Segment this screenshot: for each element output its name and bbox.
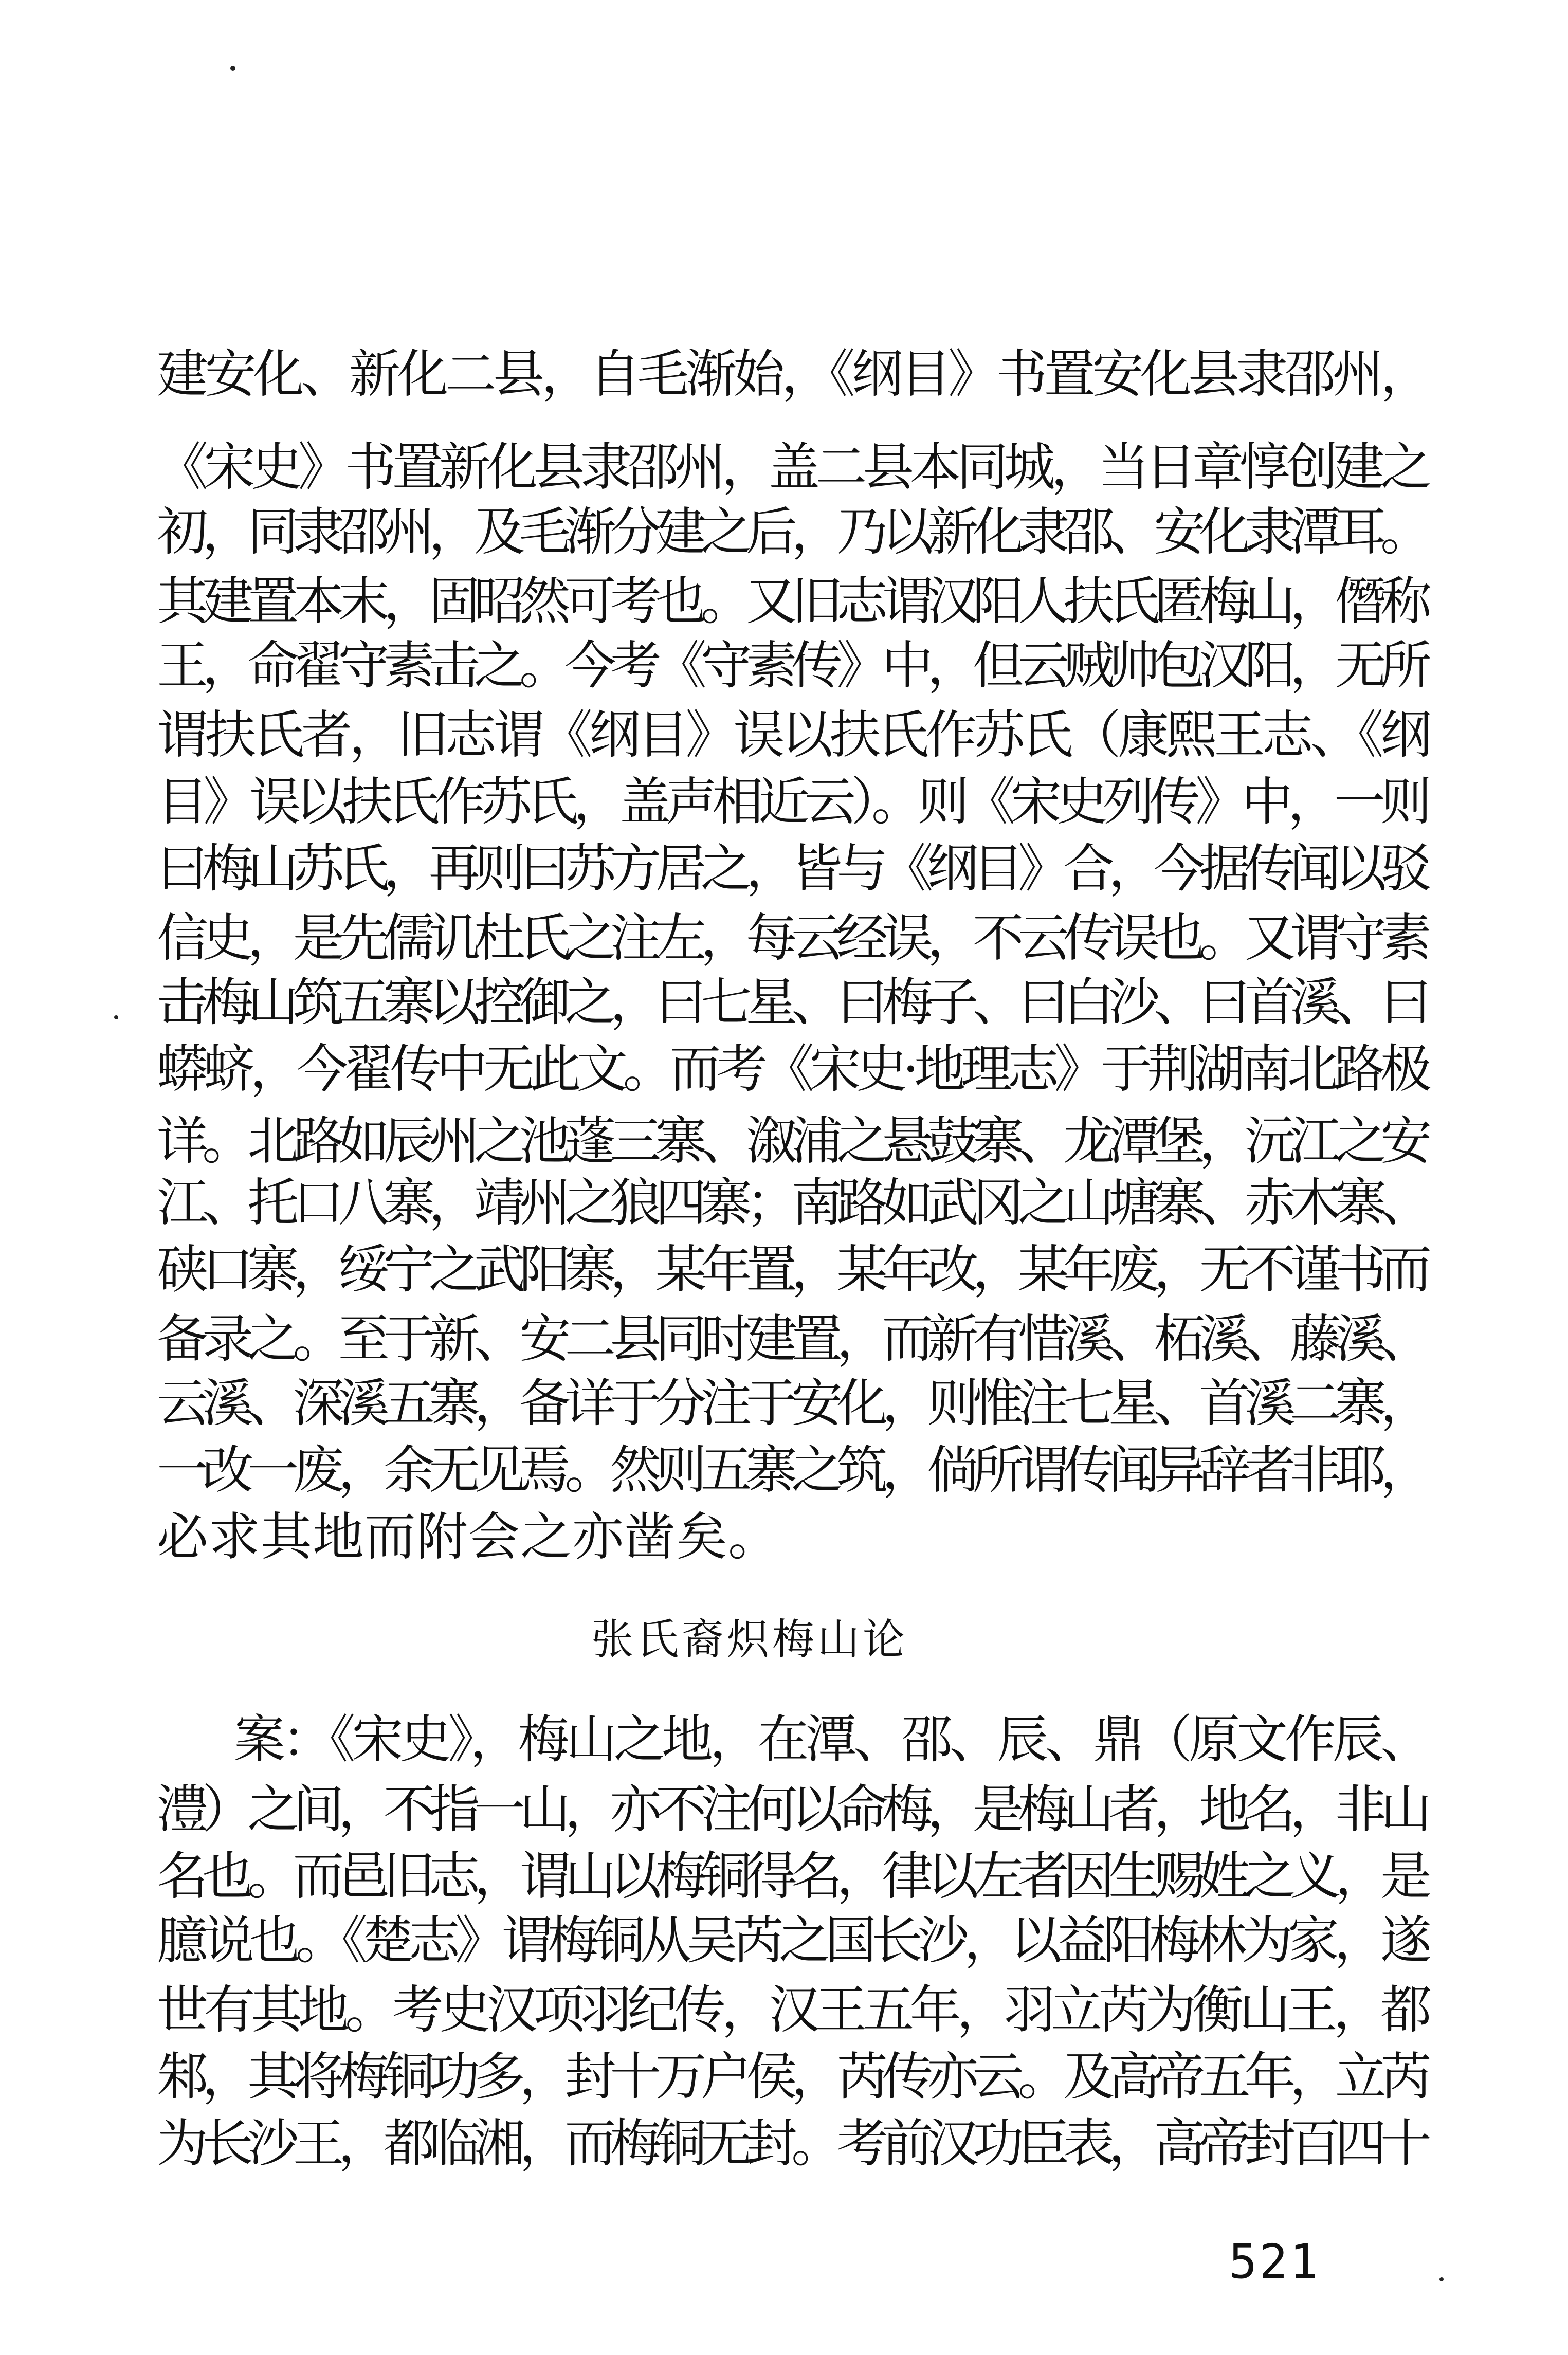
section-line-2: 澧）之间，不指一山，亦不注何以命梅，是梅山者，地名，非山: [157, 1779, 1426, 1839]
text-line-8: 曰梅山苏氏，再则曰苏方居之，皆与《纲目》合，今据传闻以驳: [157, 838, 1426, 899]
text-line-12: 详。北路如辰州之池蓬三寨、溆浦之悬鼓寨、龙潭堡，沅江之安: [157, 1111, 1426, 1171]
text-line-7: 目》误以扶氏作苏氏，盖声相近云）。则《宋史列传》中，一则: [157, 772, 1427, 832]
text-line-13: 江、托口八寨，靖州之狼四寨；南路如武冈之山塘寨、赤木寨、: [157, 1173, 1426, 1233]
scan-speck: [114, 1015, 118, 1019]
text-line-18: 必求其地而附会之亦凿矣。: [157, 1507, 780, 1567]
text-line-10: 击梅山筑五寨以控御之，曰七星、曰梅子、曰白沙、曰首溪、曰: [157, 972, 1426, 1032]
text-line-5: 王，命翟守素击之。今考《守素传》中，但云贼帅包汉阳，无所: [157, 635, 1426, 696]
section-line-1: 案：《宋史》，梅山之地，在潭、邵、辰、鼎（原文作辰、: [234, 1709, 1429, 1769]
text-line-17: 一改一废，余无见焉。然则五寨之筑，倘所谓传闻异辞者非耶，: [157, 1440, 1426, 1500]
page-number: 521: [1229, 2234, 1321, 2289]
section-line-5: 世有其地。考史汉项羽纪传，汉王五年，羽立芮为衡山王，都: [157, 1980, 1428, 2040]
section-line-4: 臆说也。《楚志》谓梅铜从吴芮之国长沙，以益阳梅林为家，遂: [157, 1910, 1427, 1970]
text-line-14: 硖口寨，绥宁之武阳寨，某年置，某年改，某年废，无不谨书而: [157, 1239, 1426, 1300]
scan-speck: [230, 66, 235, 71]
text-line-1: 建安化、新化二县，自毛渐始，《纲目》书置安化县隶邵州，: [157, 344, 1429, 404]
section-title: 张氏裔炽梅山论: [591, 1615, 908, 1664]
scan-speck: [1439, 2277, 1444, 2281]
text-line-9: 信史，是先儒讥杜氏之注左，每云经误，不云传误也。又谓守素: [157, 908, 1426, 968]
text-line-3: 初，同隶邵州，及毛渐分建之后，乃以新化隶邵、安化隶潭耳。: [157, 502, 1426, 562]
text-line-16: 云溪、深溪五寨，备详于分注于安化，则惟注七星、首溪二寨，: [157, 1373, 1426, 1433]
text-line-4: 其建置本末，固昭然可考也。又旧志谓汉阳人扶氏匿梅山，僭称: [157, 571, 1426, 631]
text-line-2: 《宋史》书置新化县隶邵州，盖二县本同城，当日章惇创建之: [157, 437, 1428, 497]
text-line-6: 谓扶氏者，旧志谓《纲目》误以扶氏作苏氏（康熙王志、《纲: [157, 705, 1429, 765]
text-line-11: 蟒蛴，今翟传中无此文。而考《宋史·地理志》于荆湖南北路极: [157, 1039, 1427, 1099]
section-line-7: 为长沙王，都临湘，而梅铜无封。考前汉功臣表，高帝封百四十: [157, 2113, 1426, 2174]
section-line-6: 邾，其将梅铜功多，封十万户侯，芮传亦云。及高帝五年，立芮: [157, 2047, 1426, 2107]
section-line-3: 名也。而邑旧志，谓山以梅铜得名，律以左者因生赐姓之义，是: [157, 1846, 1426, 1906]
text-line-15: 备录之。至于新、安二县同时建置，而新有惜溪、柘溪、藤溪、: [157, 1309, 1426, 1369]
